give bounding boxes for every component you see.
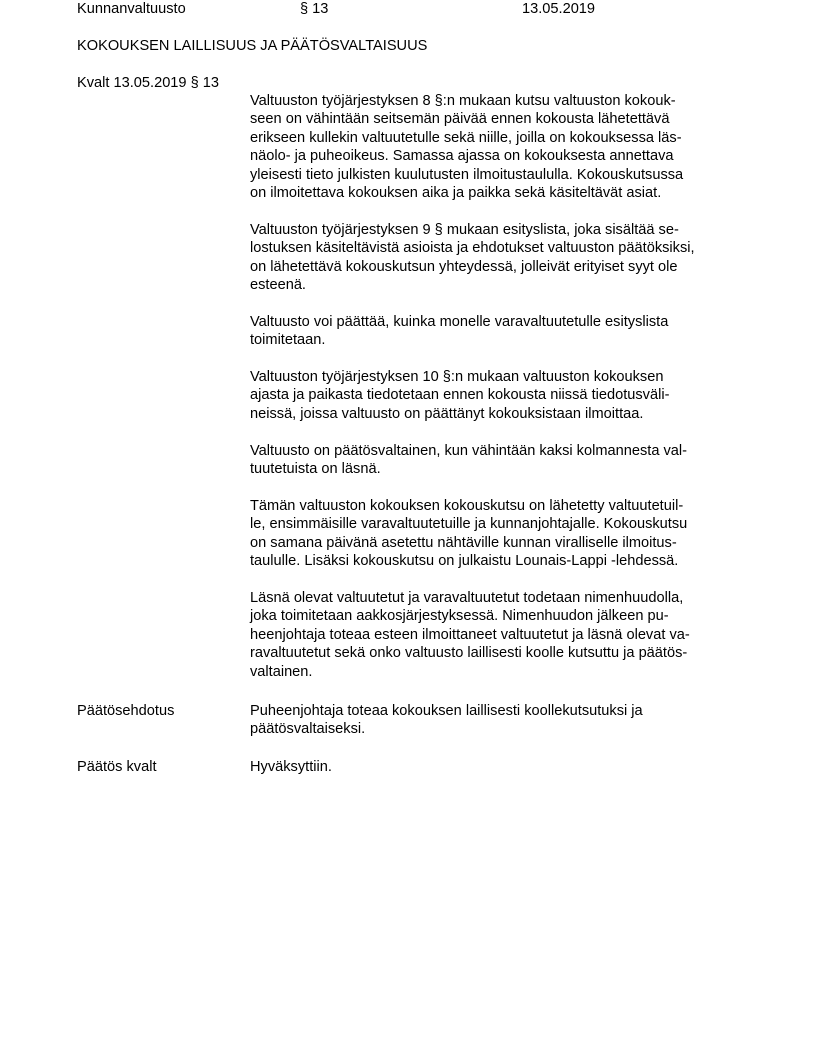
text-line: Hyväksyttiin.: [250, 759, 332, 775]
text-line: neissä, joissa valtuusto on päättänyt kokouksistaan ilmoittaa.: [250, 405, 644, 422]
paragraph: [250, 368, 740, 423]
text-line: seen on vähintään seitsemän päivää ennen kokousta lähetettävä: [250, 111, 670, 128]
text-line: Tämän valtuuston kokouksen kokouskutsu on lähetetty valtuutetuil-: [250, 497, 684, 514]
text-line: tuutetuista on läsnä.: [250, 461, 381, 478]
text-line: heenjohtaja toteaa esteen ilmoittaneet valtuutetut ja läsnä olevat va-: [250, 626, 690, 643]
text-line: näolo- ja puheoikeus. Samassa ajassa on kokouksesta annettava: [250, 148, 674, 165]
text-line: Valtuuston työjärjestyksen 10 §:n mukaan valtuuston kokouksen: [250, 369, 664, 386]
paragraph: [250, 497, 740, 571]
proposal-label: Päätösehdotus: [77, 703, 175, 719]
text-line: valtainen.: [250, 663, 313, 680]
text-line: ravaltuutetut sekä onko valtuusto laillisesti koolle kutsuttu ja päätös-: [250, 645, 688, 662]
meeting-reference: Kvalt 13.05.2019 § 13: [77, 75, 219, 91]
paragraph: [250, 221, 740, 295]
header-section-number: § 13: [300, 1, 329, 17]
document-title: KOKOUKSEN LAILLISUUS JA PÄÄTÖSVALTAISUUS: [77, 38, 428, 54]
decision-label: Päätös kvalt: [77, 759, 157, 775]
text-line: Valtuuston työjärjestyksen 9 § mukaan esityslista, joka sisältää se-: [250, 221, 679, 238]
text-line: joka toimitetaan aakkosjärjestyksessä. Nimenhuudon jälkeen pu-: [250, 608, 669, 625]
text-line: lostuksen käsiteltävistä asioista ja ehdotukset valtuuston päätöksiksi,: [250, 240, 695, 257]
text-line: Valtuuston työjärjestyksen 8 §:n mukaan kutsu valtuuston kokouk-: [250, 93, 676, 109]
text-line: Valtuusto on päätösvaltainen, kun vähintään kaksi kolmannesta val-: [250, 442, 687, 459]
text-line: on lähetettävä kokouskutsun yhteydessä, jolleivät erityiset syyt ole: [250, 258, 678, 275]
text-line: Valtuusto voi päättää, kuinka monelle varavaltuutetulle esityslista: [250, 313, 669, 330]
text-line: ajasta ja paikasta tiedotetaan ennen kokousta niissä tiedotusväli-: [250, 387, 670, 404]
decision-text: [250, 758, 740, 776]
text-line: Läsnä olevat valtuutetut ja varavaltuutetut todetaan nimenhuudolla,: [250, 589, 684, 606]
text-line: yleisesti tieto julkisten kuulutusten ilmoitustaululla. Kokouskutsussa: [250, 166, 684, 183]
text-line: esteenä.: [250, 277, 306, 294]
text-line: le, ensimmäisille varavaltuutetuille ja kunnanjohtajalle. Kokouskutsu: [250, 516, 688, 533]
text-line: erikseen kullekin valtuutetulle sekä niille, joilla on kokouksessa läs-: [250, 129, 682, 146]
page-header: [0, 0, 816, 19]
text-line: on ilmoitettava kokouksen aika ja paikka sekä käsiteltävät asiat.: [250, 185, 662, 202]
text-line: on samana päivänä asetettu nähtäville kunnan viralliselle ilmoitus-: [250, 534, 677, 551]
paragraph: [250, 92, 740, 202]
paragraph: [250, 442, 740, 479]
proposal-text: [250, 702, 740, 739]
paragraph: [250, 589, 740, 681]
text-line: päätösvaltaiseksi.: [250, 721, 366, 738]
body-text: [250, 92, 740, 699]
text-line: taululle. Lisäksi kokouskutsu on julkaistu Lounais-Lappi -lehdessä.: [250, 553, 679, 570]
paragraph: [250, 313, 740, 350]
text-line: toimitetaan.: [250, 332, 326, 349]
header-organ: Kunnanvaltuusto: [77, 1, 186, 17]
header-date: 13.05.2019: [522, 1, 596, 17]
text-line: Puheenjohtaja toteaa kokouksen laillisesti koollekutsutuksi ja: [250, 703, 643, 719]
